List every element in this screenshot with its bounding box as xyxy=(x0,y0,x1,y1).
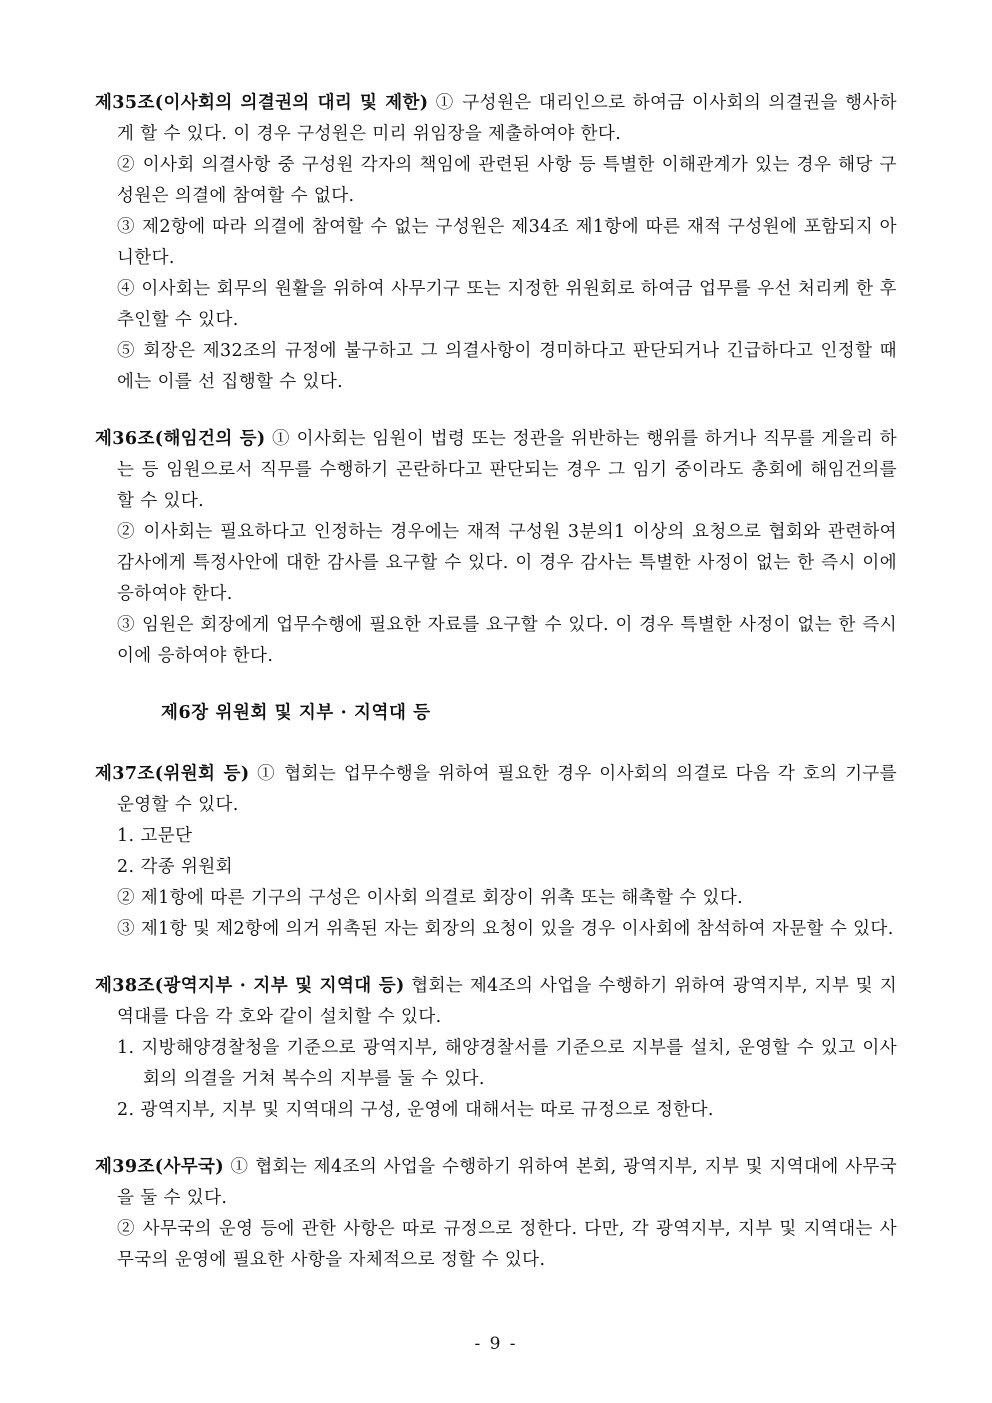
article-39 xyxy=(95,1152,897,1276)
article-35 xyxy=(95,88,897,398)
document-body xyxy=(95,88,897,1302)
article-37-item-2: 2. 각종 위원회 xyxy=(117,857,233,877)
article-36-para-2: ② 이사회는 필요하다고 인정하는 경우에는 재적 구성원 3분의1 이상의 요청으로 협회와 관련하여 감사에게 특정사안에 대한 감사를 요구할 수 있다. 이 경우 감사는 특별한 사정이 없는 한 즉시 이에 응하여야 한다. xyxy=(117,522,897,604)
article-37-para-1-text: ① 협회는 업무수행을 위하여 필요한 경우 이사회의 의결로 다음 각 호의 기구를 운영할 수 있다. xyxy=(117,764,897,815)
article-38 xyxy=(95,971,897,1126)
article-36-heading: 제36조(해임건의 등) xyxy=(95,429,266,449)
article-39-para-1 xyxy=(95,1152,897,1214)
article-36-para-3: ③ 임원은 회장에게 업무수행에 필요한 자료를 요구할 수 있다. 이 경우 특별한 사정이 없는 한 즉시 이에 응하여야 한다. xyxy=(117,615,897,666)
article-38-heading: 제38조(광역지부 · 지부 및 지역대 등) xyxy=(95,976,405,996)
article-38-item-1: 1. 지방해양경찰청을 기준으로 광역지부, 해양경찰서를 기준으로 지부를 설치, 운영할 수 있고 이사회의 의결을 거쳐 복수의 지부를 둘 수 있다. xyxy=(117,1038,897,1089)
page-number: - 9 - xyxy=(474,1334,518,1354)
article-35-para-1-text: ① 구성원은 대리인으로 하여금 이사회의 의결권을 행사하게 할 수 있다. 이 경우 구성원은 미리 위임장을 제출하여야 한다. xyxy=(117,93,897,144)
article-35-para-1 xyxy=(95,88,897,150)
article-35-para-5: ⑤ 회장은 제32조의 규정에 불구하고 그 의결사항이 경미하다고 판단되거나 긴급하다고 인정할 때에는 이를 선 집행할 수 있다. xyxy=(117,341,897,392)
article-35-para-2: ② 이사회 의결사항 중 구성원 각자의 책임에 관련된 사항 등 특별한 이해관계가 있는 경우 해당 구성원은 의결에 참여할 수 없다. xyxy=(117,155,897,206)
article-37 xyxy=(95,759,897,945)
article-36-para-1 xyxy=(95,424,897,517)
article-35-para-4: ④ 이사회는 회무의 원활을 위하여 사무기구 또는 지정한 위원회로 하여금 업무를 우선 처리케 한 후 추인할 수 있다. xyxy=(117,279,897,330)
article-36-para-1-text: ① 이사회는 임원이 법령 또는 정관을 위반하는 행위를 하거나 직무를 게을리 하는 등 임원으로서 직무를 수행하기 곤란하다고 판단되는 경우 그 임기 중이라도 총회에 해임건의를 할 수 있다. xyxy=(117,429,898,511)
article-37-heading: 제37조(위원회 등) xyxy=(95,764,250,784)
article-39-heading: 제39조(사무국) xyxy=(95,1157,225,1177)
article-37-para-2: ② 제1항에 따른 기구의 구성은 이사회 의결로 회장이 위촉 또는 해촉할 수 있다. xyxy=(117,888,744,908)
article-37-para-1 xyxy=(95,759,897,821)
article-37-item-1: 1. 고문단 xyxy=(117,826,193,846)
chapter-6-title: 제6장 위원회 및 지부 · 지역대 등 xyxy=(161,703,431,723)
article-35-heading: 제35조(이사회의 의결권의 대리 및 제한) xyxy=(95,93,429,113)
article-37-para-3: ③ 제1항 및 제2항에 의거 위촉된 자는 회장의 요청이 있을 경우 이사회에 참석하여 자문할 수 있다. xyxy=(117,919,894,939)
article-39-para-2: ② 사무국의 운영 등에 관한 사항은 따로 규정으로 정한다. 다만, 각 광역지부, 지부 및 지역대는 사무국의 운영에 필요한 사항을 자체적으로 정할 수 있다. xyxy=(117,1219,897,1270)
article-38-item-2: 2. 광역지부, 지부 및 지역대의 구성, 운영에 대해서는 따로 규정으로 정한다. xyxy=(117,1100,714,1120)
article-38-para-1-text: 협회는 제4조의 사업을 수행하기 위하여 광역지부, 지부 및 지역대를 다음 각 호와 같이 설치할 수 있다. xyxy=(117,976,898,1027)
article-39-para-1-text: ① 협회는 제4조의 사업을 수행하기 위하여 본회, 광역지부, 지부 및 지역대에 사무국을 둘 수 있다. xyxy=(117,1157,897,1208)
article-38-para-1 xyxy=(95,971,897,1033)
article-36 xyxy=(95,424,897,672)
article-35-para-3: ③ 제2항에 따라 의결에 참여할 수 없는 구성원은 제34조 제1항에 따른 재적 구성원에 포함되지 아니한다. xyxy=(117,217,897,268)
